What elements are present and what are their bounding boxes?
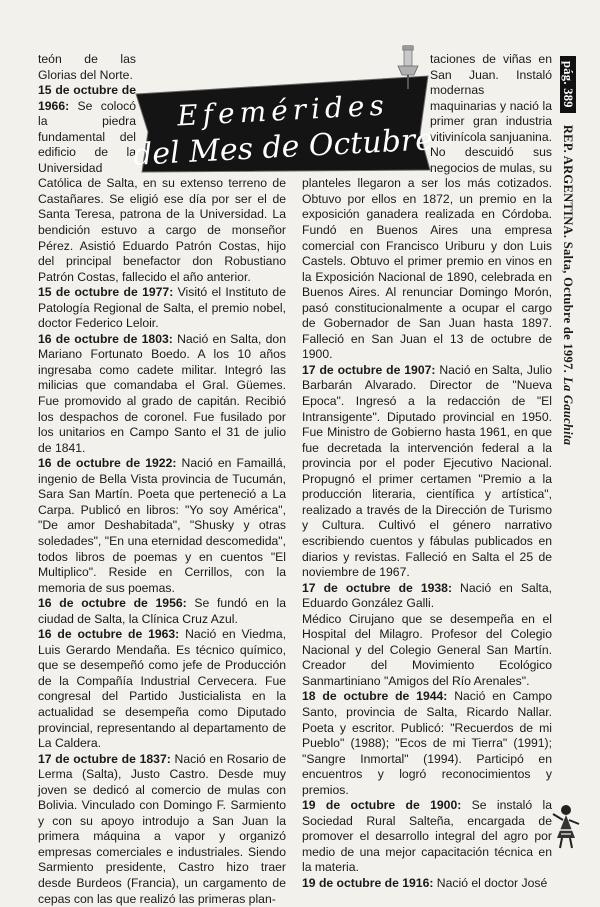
entry-1916: 19 de octubre de 1916: Nació el doctor José	[302, 875, 548, 890]
banner-title-line1: Efemérides	[176, 88, 390, 133]
side-strip	[560, 56, 575, 445]
page-number: pág. 389	[560, 56, 576, 113]
entry-1956: 16 de octubre de 1956: Se fundó en la ciudad de Salta, la Clínica Cruz Azul.	[38, 596, 286, 626]
magazine-name: La Gauchita	[561, 377, 575, 446]
entry-date: 17 de octubre de 1837:	[38, 751, 171, 766]
dancer-mascot-icon	[549, 802, 583, 855]
entry-1977: 15 de octubre de 1977: Visitó el Instituto de Patología Regional de Salta, el premio nobel, doctor Federico Leloir.	[38, 285, 286, 331]
entry-date: 16 de octubre de 1922:	[38, 456, 177, 471]
entry-date: 16 de octubre de 1956:	[38, 596, 187, 611]
entry-date: 17 de octubre de 1938:	[302, 580, 452, 595]
entry-1922: 16 de octubre de 1922: Nació en Famaillá, ingenio de Bella Vista provincia de Tucumán, Sara San Martín. Poeta que perteneció a La Carpa. Publicó en libros: "Yo soy América", "De amor Deshabitada", "Shusky y otras soledades", "En una eternidad descomedida", todos libros de poemas y en cuentos "El Multiplico". Reside en Cerrillos, con la memoria de sus poemas.	[38, 456, 286, 595]
entry-1938: 17 de octubre de 1938: Nació en Salta, Eduardo González Galli.	[302, 580, 552, 611]
entry-date: 19 de octubre de 1916:	[302, 875, 434, 890]
publication-source: REP. ARGENTINA. Salta, Octubre de 1997.	[561, 124, 575, 374]
entry-1938-detail: Médico Cirujano que se desempeña en el Hospital del Milagro. Profesor del Colegio Nacional y del Colegio General San Martín. Creador del Movimiento Ecológico Sanmartiniano "Amigos del Río Arenales".	[302, 611, 552, 688]
entry-date: 19 de octubre de 1900:	[302, 798, 462, 813]
entry-1900: 19 de octubre de 1900: Se instaló la Sociedad Rural Salteña, encargada de promover el desarrollo integral del agro por medio de una mejor capacitación técnica en la materia.	[302, 798, 552, 875]
entry-date: 17 de octubre de 1907:	[302, 362, 436, 377]
entry-date: 15 de octubre de 1966:	[38, 83, 136, 113]
left-column	[38, 52, 286, 907]
entry-1803: 16 de octubre de 1803: Nació en Salta, don Mariano Fortunato Boedo. A los 10 años ingresaba como cadete militar. Integró las milicias que comandaba el Gral. Güemes. Fue promovido al grado de capitán. Recibió los despachos de coronel. Fue fusilado por los unitarios en Campo Santo el 31 de julio de 1841.	[38, 331, 286, 455]
right-column	[302, 52, 552, 892]
title-banner	[132, 72, 434, 176]
paragraph-continuation: teón de las Glorias del Norte.	[38, 52, 136, 82]
entry-1837-continued: taciones de viñas en San Juan. Instaló modernas maquinarias y nació la primer gran industria vitivinícola sanjuanina. No descuidó sus negocios de mulas, su planteles llegaron a ser los más cotizados. Obtuvo por ellos en 1872, un premio en la exposición ganadera realizada en Córdoba. Fundó en Buenos Aires una empresa comercial con Francisco Uriburu y don Luis Castels. Obtuvo el primer premio en vinos en la Exposición Nacional de 1890, celebrada en Buenos Aires. Al renunciar Domingo Morón, pasó constitucionalmente a ocupar el cargo de Gobernador de San Juan hasta 1897. Falleció en San Juan el 13 de octubre de 1900.	[302, 52, 552, 362]
entry-date: 16 de octubre de 1803:	[38, 331, 173, 346]
push-pin-icon	[396, 45, 420, 96]
banner-title-line2: del Mes de Octubre	[132, 122, 434, 173]
entry-date: 18 de octubre de 1944:	[302, 689, 448, 704]
entry-1837: 17 de octubre de 1837: Nació en Rosario de Lerma (Salta), Justo Castro. Desde muy joven se dedicó al comercio de mulas con Bolivia. Vinculado con Domingo F. Sarmiento y con su apoyo introdujo a San Juan la primera máquina a vapor y organizó empresas comerciales e industriales. Siendo Sarmiento presidente, Castro hizo traer desde Burdeos (Francia), un cargamento de cepas con las que realizó las primeras plan-	[38, 751, 286, 906]
entry-1944: 18 de octubre de 1944: Nació en Campo Santo, provincia de Salta, Ricardo Nallar. Poeta y escritor. Publicó: "Recuerdos de mi Pueblo" (1988); "Ecos de mi Tierra" (1991); "Sangre Inmortal" (1994). Participó en encuentros y logró reconocimientos y premios.	[302, 689, 552, 797]
entry-date: 16 de octubre de 1963:	[38, 627, 180, 642]
entry-1963: 16 de octubre de 1963: Nació en Viedma, Luis Gerardo Mendaña. Es técnico químico, que se desempeñó como jefe de Producción de la Compañía Industrial Cervecera. Fue congresal del Partido Justicialista en la actualidad se desempeña como Diputado provincial, representando al departamento de La Caldera.	[38, 627, 286, 751]
entry-1966: 15 de octubre de 1966: Se colocó la piedra fundamental del edificio de la Universidad Católica de Salta, en su extenso terreno de Castañares. Se eligió ese día por ser el de Santa Teresa, patrona de la Universidad. La bendición estuvo a cargo de monseñor Pérez. Asistió Eduardo Patrón Costas, hijo del principal benefactor don Robustiano Patrón Costas, fallecido el año anterior.	[38, 83, 286, 284]
entry-1907: 17 de octubre de 1907: Nació en Salta, Julio Barbarán Alvarado. Director de "Nueva Epoca". Ingresó a la redacción de "El Intransigente". Diputado provincial en 1950. Fue Ministro de Gobierno hasta 1961, en que fue decretada la intervención federal a la provincia por el poder Ejecutivo Nacional. Propugnó el primer certamen "Premio a la producción literaria, científica y artística", realizado a través de la Dirección de Turismo y Cultura. Cultivó el género narrativo escribiendo cuentos y fábulas publicados en diarios y revistas. Falleció en Salta el 25 de noviembre de 1967.	[302, 362, 552, 580]
entry-date: 15 de octubre de 1977:	[38, 285, 174, 300]
